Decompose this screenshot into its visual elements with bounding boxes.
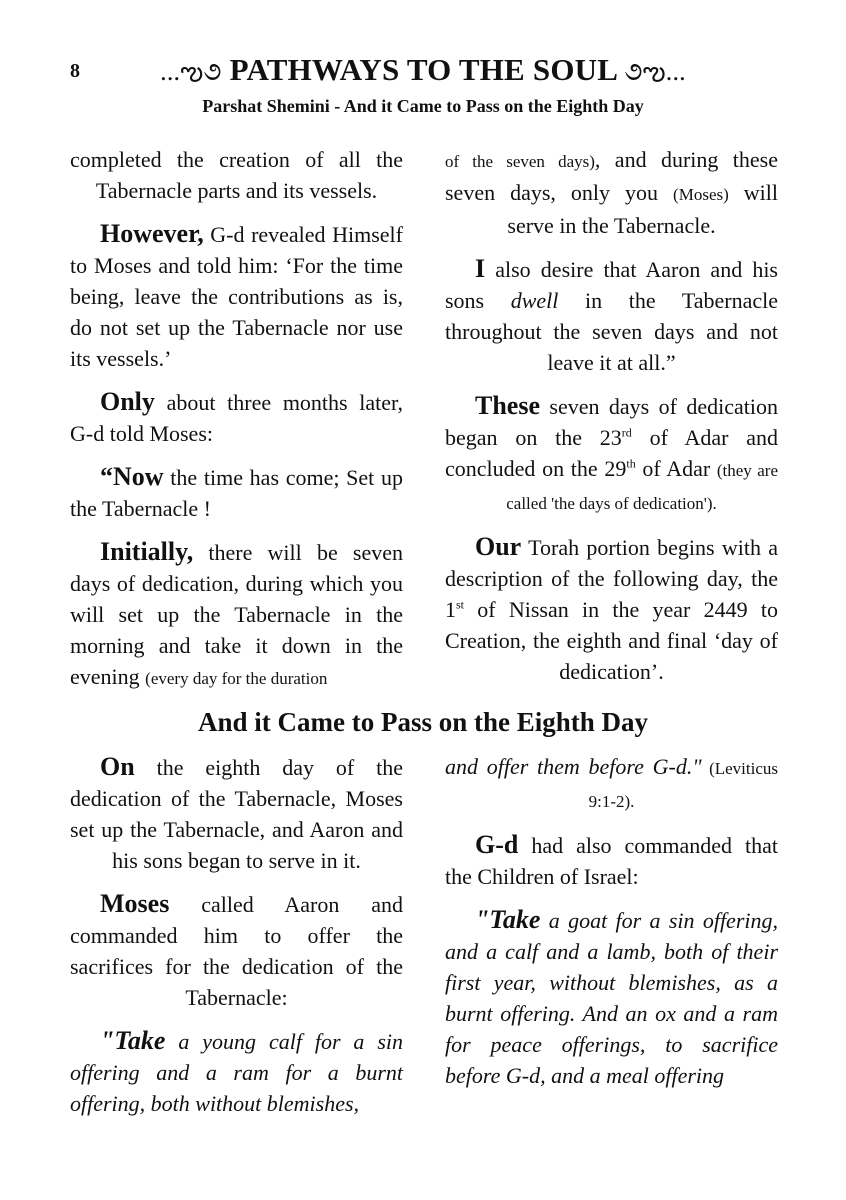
book-title: PATHWAYS TO THE SOUL: [229, 52, 617, 87]
lead-word: I: [475, 254, 486, 283]
page-number: 8: [70, 60, 80, 82]
column-bottom-right: [445, 751, 778, 1103]
text-run: the eighth day of the dedication of the Tabernacle, Moses set up the Tabernacle, and Aaron and his sons began to serve in it.: [70, 755, 403, 873]
paragraph: [445, 829, 778, 892]
lead-word: Only: [100, 387, 155, 416]
paragraph: [70, 536, 403, 694]
text-run: about three months later, G-d told Moses:: [70, 390, 403, 446]
text-run: of Adar: [635, 456, 717, 481]
text-run: Torah portion begins with a description of the following day, the 1: [445, 535, 778, 622]
lead-word: G-d: [475, 830, 519, 859]
paragraph: [70, 1025, 403, 1119]
paragraph: [70, 386, 403, 449]
paragraph: [70, 751, 403, 876]
text-run: there will be seven days of dedication, during which you will set up the Tabernacle in the morning and take it down in the evening: [70, 540, 403, 689]
text-run: of Adar and concluded on the 29: [445, 425, 779, 481]
lead-word: On: [100, 752, 135, 781]
column-top-right: [445, 144, 778, 699]
section-heading: And it Came to Pass on the Eighth Day: [197, 707, 649, 737]
paragraph: [70, 461, 403, 524]
text-run: completed the creation of all the Tabernacle parts and its vessels.: [70, 147, 403, 203]
paragraph: [70, 218, 403, 374]
text-run: of Nissan in the year 2449 to Creation, the eighth and final ‘day of dedication’.: [445, 597, 778, 684]
chapter-subtitle: Parshat Shemini - And it Came to Pass on the Eighth Day: [202, 96, 644, 116]
lead-word: Initially,: [100, 537, 194, 566]
paragraph: [70, 144, 403, 206]
text-run: of the seven days): [445, 152, 595, 171]
lead-word: However,: [100, 219, 204, 248]
text-run: (they are called 'the days of dedication').: [506, 461, 778, 513]
column-bottom-left: [70, 751, 403, 1131]
lead-word: Moses: [100, 889, 170, 918]
text-run: st: [456, 597, 465, 612]
paragraph: [445, 144, 778, 241]
text-run: had also commanded that the Children of Israel:: [445, 833, 778, 889]
text-run: in the Tabernacle throughout the seven days and not leave it at all.”: [445, 288, 778, 375]
text-run: (Moses): [673, 185, 729, 204]
paragraph: [445, 751, 778, 817]
text-run: (Leviticus 9:1-2).: [588, 759, 778, 811]
text-run: also desire that Aaron and his sons: [445, 257, 778, 313]
text-run: rd: [621, 425, 632, 440]
text-run: th: [626, 456, 636, 471]
text-run: , and during these seven days, only you: [445, 147, 779, 205]
paragraph: [445, 390, 778, 519]
text-run: and offer them before G-d.": [445, 754, 702, 779]
text-run: called Aaron and commanded him to offer the sacrifices for the dedication of the Tabernacle:: [70, 892, 403, 1010]
paragraph: [445, 253, 778, 378]
ornament-left-icon: ...ఌ૭: [160, 57, 222, 86]
text-run: the time has come; Set up the Tabernacle !: [70, 465, 403, 521]
lead-word: These: [475, 391, 540, 420]
lead-word: Our: [475, 532, 522, 561]
text-run: dwell: [510, 288, 559, 313]
paragraph: [445, 904, 778, 1091]
ornament-right-icon: ૭ఌ...: [624, 57, 686, 86]
text-run: seven days of dedication began on the 23: [445, 394, 778, 450]
text-run: a goat for a sin offering, and a calf and a lamb, both of their first year, without blemishes, as a burnt offering. And an ox and a ram for peace offerings, to sacrifice before G-d, and a meal offering: [445, 908, 778, 1088]
paragraph: [445, 531, 778, 687]
column-top-left: [70, 144, 403, 706]
running-title: [0, 52, 846, 93]
lead-word: "Take: [475, 905, 541, 934]
text-run: will serve in the Tabernacle.: [507, 180, 778, 238]
lead-word: "Take: [100, 1026, 166, 1055]
text-run: (every day for the duration: [145, 669, 328, 688]
text-run: a young calf for a sin offering and a ram for a burnt offering, both without blemishes,: [70, 1029, 403, 1116]
paragraph: [70, 888, 403, 1013]
lead-word: “Now: [100, 462, 164, 491]
text-run: G-d revealed Himself to Moses and told him: ‘For the time being, leave the contributions as is, do not set up the Tabernacle nor use its vessels.’: [70, 222, 403, 371]
